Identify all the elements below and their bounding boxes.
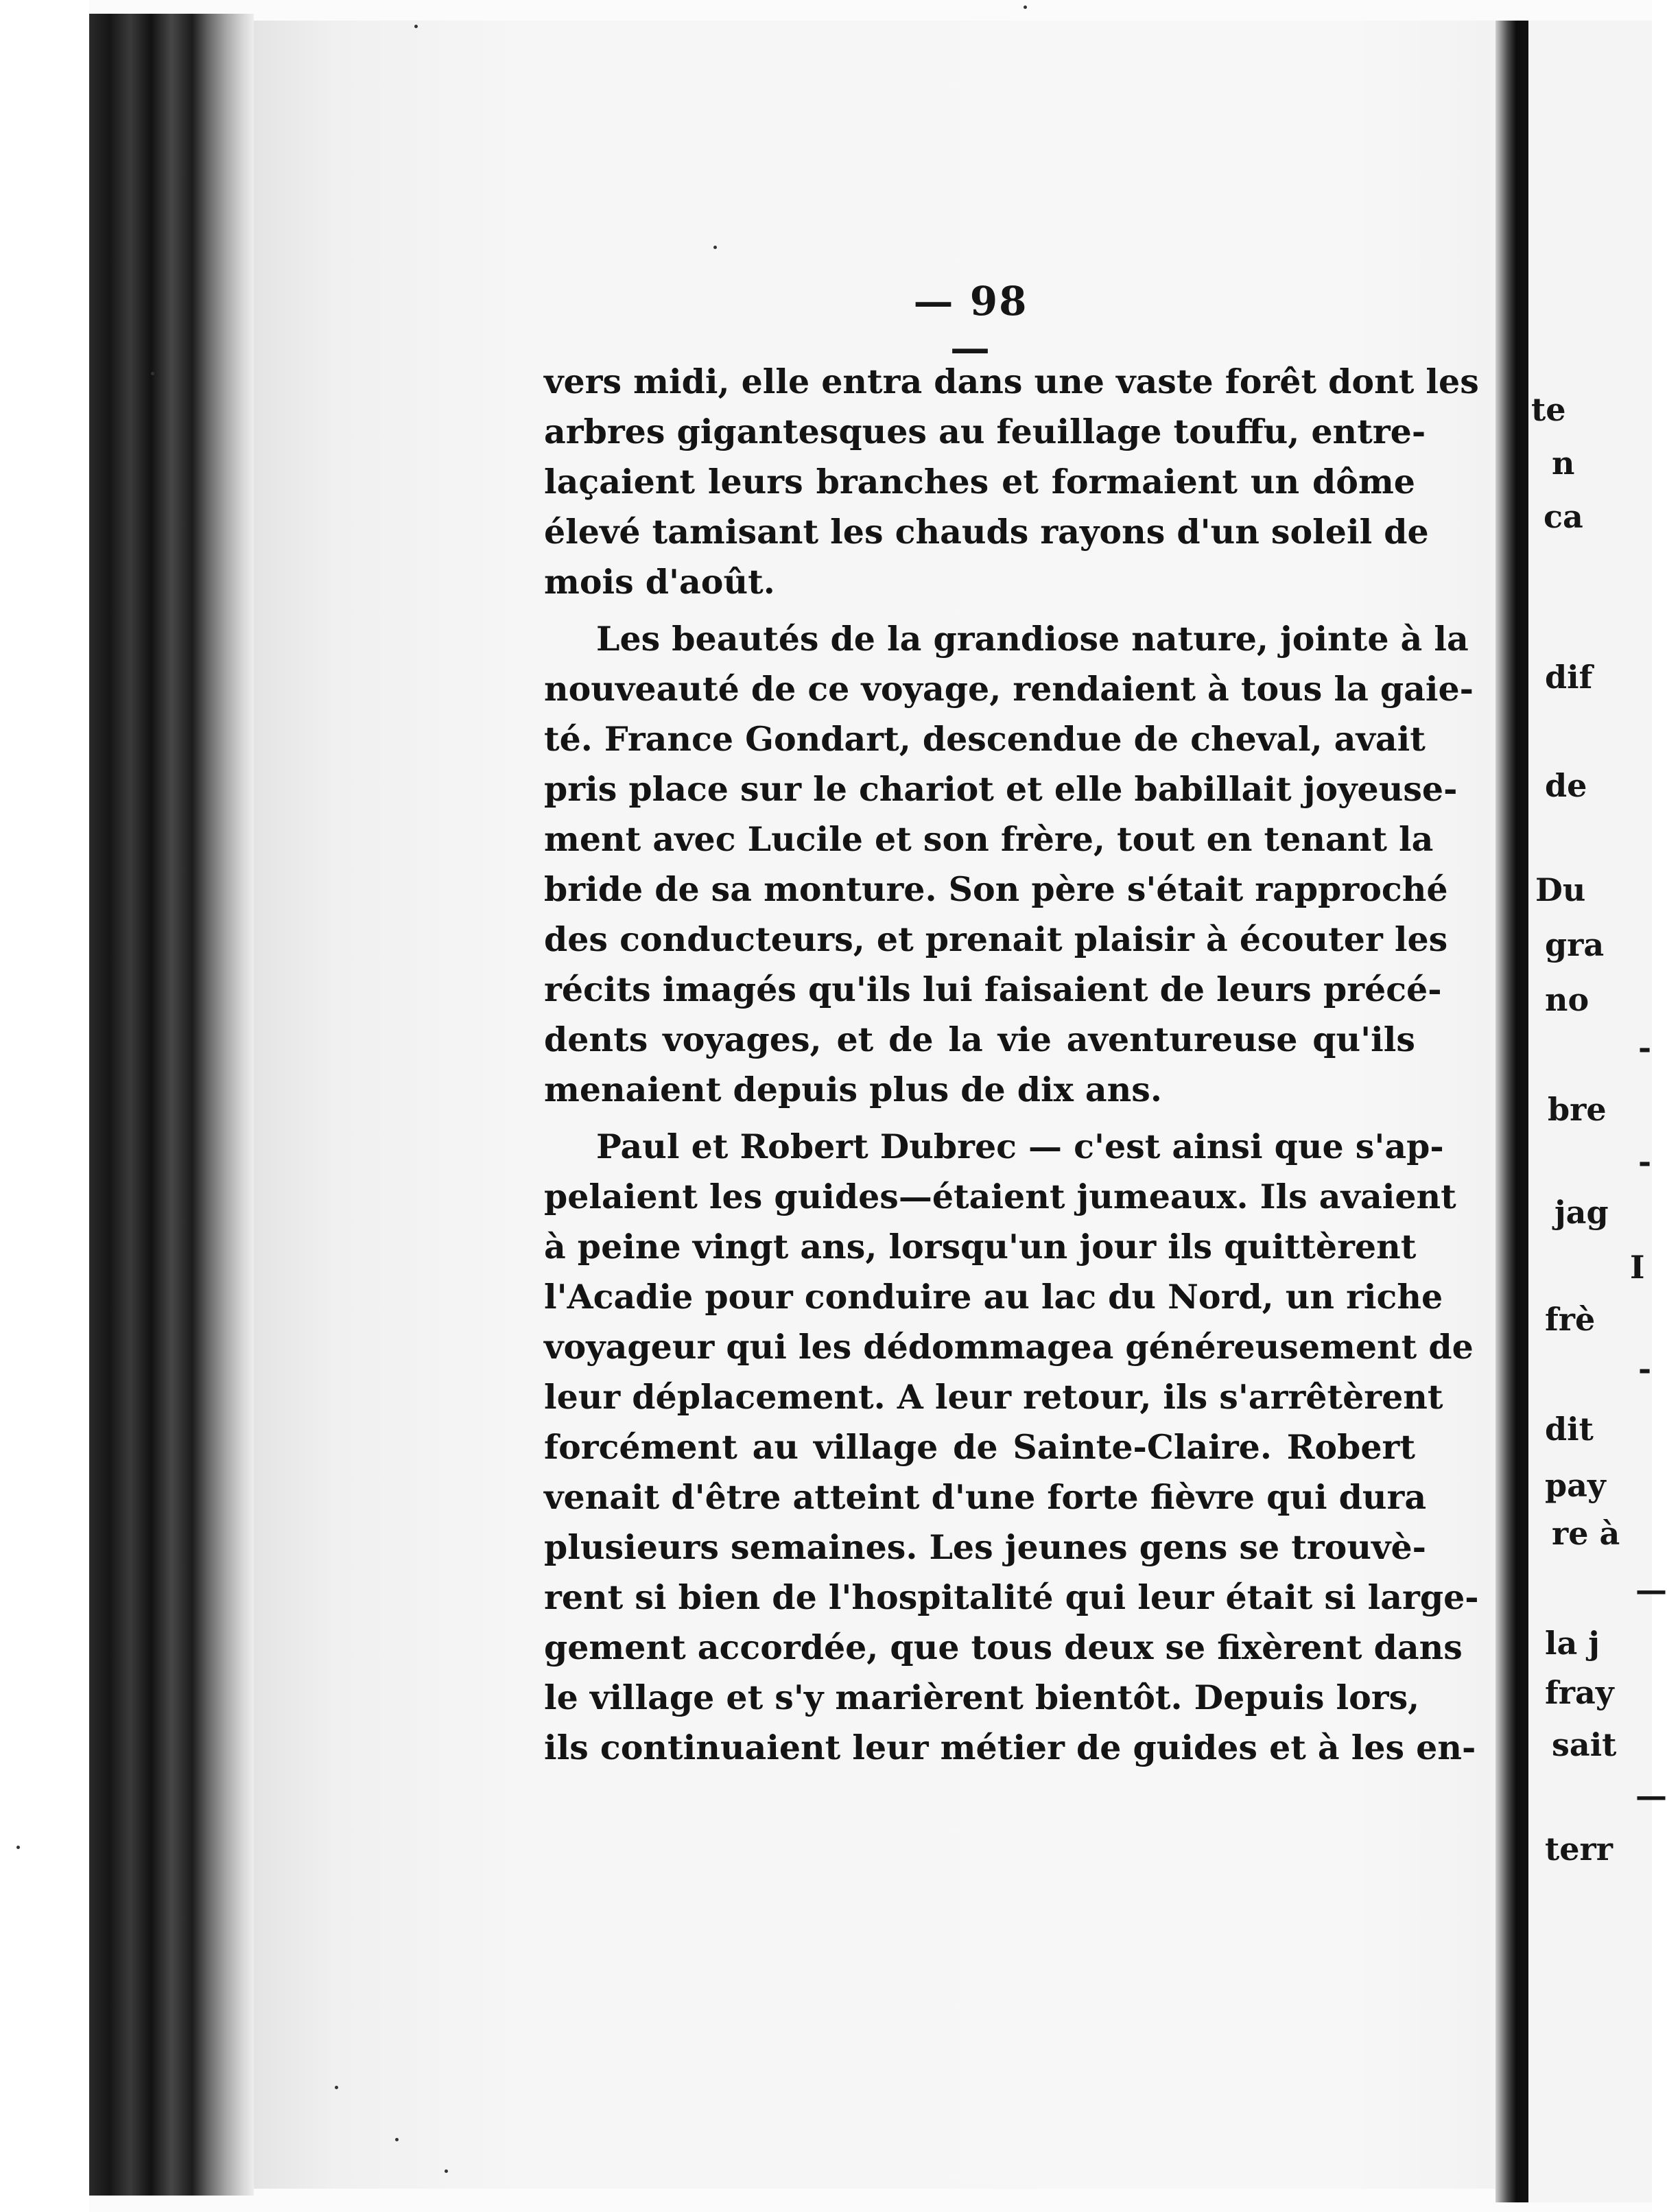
facing-page-fragment: no <box>1545 981 1589 1018</box>
scan-speck <box>445 2169 448 2173</box>
facing-page-fragment: terr <box>1545 1831 1613 1868</box>
facing-page-fragment: gra <box>1545 926 1605 963</box>
facing-page-fragment: de <box>1545 767 1587 804</box>
paragraph-1 <box>544 357 1479 607</box>
text-line: menaient depuis plus de dix ans. <box>544 1070 1162 1109</box>
text-line: voyageur qui les dédommagea généreusement de <box>544 1327 1474 1367</box>
text-line: Paul et Robert Dubrec — c'est ainsi que s'ap- <box>596 1127 1444 1166</box>
facing-page-fragment: la j <box>1545 1625 1600 1662</box>
facing-page-fragment: fray <box>1545 1674 1614 1711</box>
scan-speck <box>1024 5 1027 9</box>
book-gutter <box>1495 21 1528 2202</box>
text-line: dents voyages, et de la vie aventureuse qu'ils <box>544 1020 1415 1059</box>
text-line: pris place sur le chariot et elle babillait joyeuse- <box>544 769 1458 809</box>
facing-page-fragment: - <box>1638 1029 1652 1066</box>
text-line: rent si bien de l'hospitalité qui leur était si large- <box>544 1577 1479 1617</box>
facing-page-fragment: Du <box>1535 871 1586 908</box>
facing-page-fragment: I <box>1630 1249 1645 1286</box>
text-line: récits imagés qu'ils lui faisaient de leurs précé- <box>544 969 1442 1009</box>
facing-page-fragment: te <box>1531 391 1566 428</box>
text-line: Les beautés de la grandiose nature, jointe à la <box>596 619 1469 659</box>
body-text <box>544 357 1479 1773</box>
outer-margin <box>0 0 89 2212</box>
paragraph-2 <box>544 614 1474 1115</box>
text-line: nouveauté de ce voyage, rendaient à tous la gaie- <box>544 669 1474 709</box>
facing-page-fragment: frè <box>1545 1301 1596 1338</box>
text-line: leur déplacement. A leur retour, ils s'arrêtèrent <box>544 1377 1443 1417</box>
facing-page-fragment: n <box>1552 445 1575 482</box>
facing-page-fragment: bre <box>1548 1091 1607 1128</box>
scan-speck <box>151 372 154 375</box>
facing-page-fragment: sait <box>1552 1726 1617 1763</box>
scan-speck <box>16 1846 20 1849</box>
text-line: mois d'août. <box>544 562 775 602</box>
facing-page-fragment: re à <box>1552 1515 1620 1552</box>
text-line: des conducteurs, et prenait plaisir à écouter les <box>544 919 1448 959</box>
facing-page-fragment: jag <box>1554 1194 1609 1231</box>
text-line: té. France Gondart, descendue de cheval, avait <box>544 719 1426 759</box>
text-line: l'Acadie pour conduire au lac du Nord, un riche <box>544 1277 1443 1317</box>
text-line: gement accordée, que tous deux se fixèrent dans <box>544 1627 1463 1667</box>
scan-speck <box>713 246 717 249</box>
text-line: arbres gigantesques au feuillage touffu, entre- <box>544 412 1426 451</box>
scan-speck <box>414 25 418 28</box>
paragraph-3 <box>544 1122 1479 1773</box>
facing-page-fragment: - <box>1638 1143 1652 1180</box>
text-line: vers midi, elle entra dans une vaste forêt dont les <box>544 362 1479 401</box>
text-line: à peine vingt ans, lorsqu'un jour ils quittèrent <box>544 1227 1417 1267</box>
facing-page-fragment: dit <box>1545 1411 1594 1448</box>
text-line: ils continuaient leur métier de guides et à les en- <box>544 1728 1476 1767</box>
scan-speck <box>395 2138 399 2141</box>
text-line: élevé tamisant les chauds rayons d'un soleil de <box>544 512 1429 552</box>
text-line: plusieurs semaines. Les jeunes gens se trouvè- <box>544 1527 1426 1567</box>
text-line: pelaient les guides—étaient jumeaux. Ils avaient <box>544 1177 1456 1216</box>
text-line: le village et s'y marièrent bientôt. Depuis lors, <box>544 1678 1420 1717</box>
facing-page-fragment: - <box>1638 1350 1652 1387</box>
facing-page-fragment: pay <box>1545 1467 1606 1504</box>
text-line: forcément au village de Sainte-Claire. Robert <box>544 1427 1415 1467</box>
binding-page-edges <box>89 14 254 2196</box>
page-number: — 98 — <box>913 278 1028 371</box>
text-line: venait d'être atteint d'une forte fièvre qui dura <box>544 1477 1427 1517</box>
facing-page-fragment: — <box>1635 1777 1667 1814</box>
text-line: ment avec Lucile et son frère, tout en tenant la <box>544 819 1434 859</box>
text-line: laçaient leurs branches et formaient un dôme <box>544 462 1415 502</box>
facing-page-fragment: dif <box>1545 659 1593 696</box>
text-line: bride de sa monture. Son père s'était rapproché <box>544 869 1448 909</box>
facing-page-fragment: — <box>1635 1571 1667 1608</box>
scan-speck <box>335 2086 338 2089</box>
facing-page-fragment: ca <box>1544 498 1583 535</box>
